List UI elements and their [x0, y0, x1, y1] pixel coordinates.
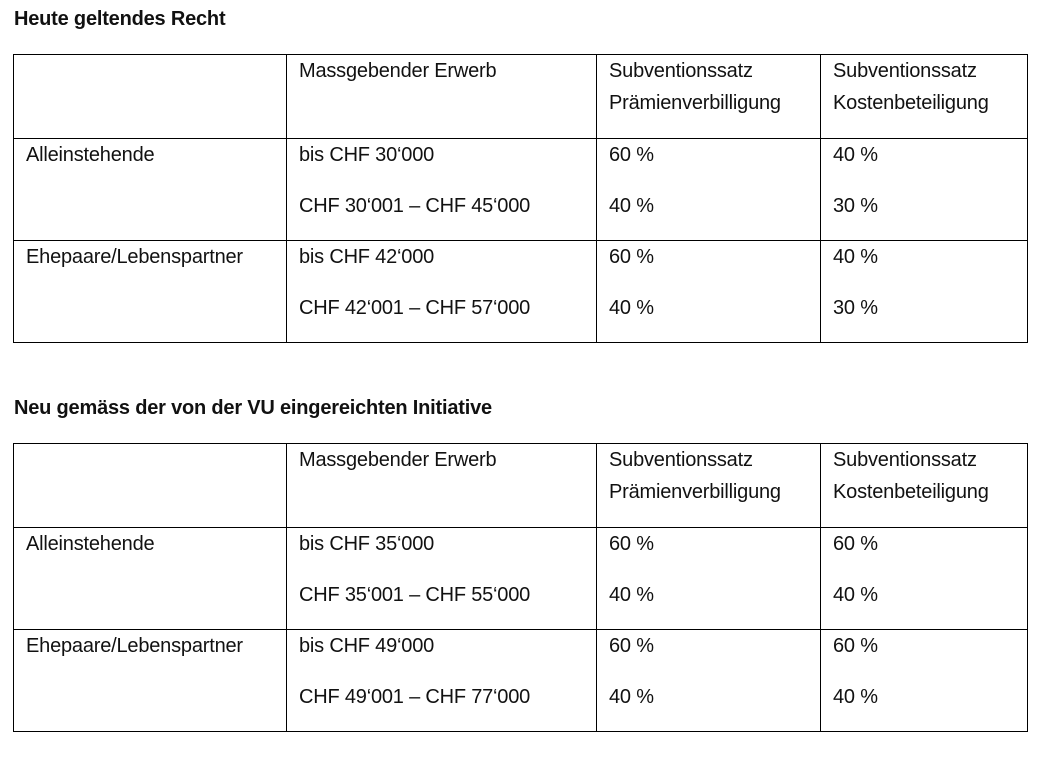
table-initiative — [13, 443, 1028, 732]
header-premium-line2: Prämienverbilligung — [609, 92, 781, 114]
income-value: bis CHF 42‘000 — [299, 246, 435, 268]
section-title-current-law: Heute geltendes Recht — [14, 8, 226, 30]
section-title-initiative: Neu gemäss der von der VU eingereichten Initiative — [14, 397, 492, 419]
premium-rate-cell — [597, 630, 821, 732]
premium-rate-value: 60 % — [609, 144, 654, 166]
income-cell — [287, 630, 597, 732]
header-cost-line1: Subventionssatz — [833, 60, 977, 82]
group-label-cell — [14, 139, 287, 241]
table-row-group-singles — [14, 528, 1028, 630]
group-label-cell — [14, 630, 287, 732]
cost-rate-value: 30 % — [833, 195, 878, 217]
header-cost-line2: Kostenbeteiligung — [833, 92, 989, 114]
group-label: Alleinstehende — [26, 533, 155, 555]
group-label: Ehepaare/Lebenspartner — [26, 635, 243, 657]
cost-rate-cell — [821, 139, 1028, 241]
premium-rate-value: 40 % — [609, 686, 654, 708]
cost-rate-value: 40 % — [833, 686, 878, 708]
cost-rate-cell — [821, 528, 1028, 630]
group-label-cell — [14, 241, 287, 343]
premium-rate-cell — [597, 139, 821, 241]
income-cell — [287, 139, 597, 241]
income-cell — [287, 528, 597, 630]
premium-rate-value: 60 % — [609, 635, 654, 657]
header-cell-premium-rate — [597, 444, 821, 528]
cost-rate-value: 40 % — [833, 584, 878, 606]
premium-rate-value: 40 % — [609, 297, 654, 319]
table-row-group-couples — [14, 241, 1028, 343]
header-cell-cost-rate — [821, 444, 1028, 528]
table-current-law — [13, 54, 1028, 343]
income-value: CHF 42‘001 – CHF 57‘000 — [299, 297, 531, 319]
premium-rate-value: 60 % — [609, 246, 654, 268]
income-cell — [287, 241, 597, 343]
cost-rate-cell — [821, 241, 1028, 343]
table-row-group-couples — [14, 630, 1028, 732]
group-label-cell — [14, 528, 287, 630]
header-income-label: Massgebender Erwerb — [299, 449, 497, 471]
premium-rate-value: 40 % — [609, 195, 654, 217]
income-value: CHF 49‘001 – CHF 77‘000 — [299, 686, 531, 708]
header-cost-line1: Subventionssatz — [833, 449, 977, 471]
income-value: CHF 35‘001 – CHF 55‘000 — [299, 584, 531, 606]
cost-rate-value: 30 % — [833, 297, 878, 319]
income-value: bis CHF 30‘000 — [299, 144, 435, 166]
premium-rate-value: 60 % — [609, 533, 654, 555]
header-cell-cost-rate — [821, 55, 1028, 139]
cost-rate-value: 40 % — [833, 144, 878, 166]
header-cost-line2: Kostenbeteiligung — [833, 481, 989, 503]
header-premium-line1: Subventionssatz — [609, 60, 753, 82]
premium-rate-cell — [597, 241, 821, 343]
income-value: bis CHF 49‘000 — [299, 635, 435, 657]
premium-rate-cell — [597, 528, 821, 630]
income-value: CHF 30‘001 – CHF 45‘000 — [299, 195, 531, 217]
header-premium-line1: Subventionssatz — [609, 449, 753, 471]
group-label: Ehepaare/Lebenspartner — [26, 246, 243, 268]
table-header-row — [14, 55, 1028, 139]
cost-rate-value: 40 % — [833, 246, 878, 268]
header-premium-line2: Prämienverbilligung — [609, 481, 781, 503]
cost-rate-value: 60 % — [833, 533, 878, 555]
cost-rate-cell — [821, 630, 1028, 732]
table-row-group-singles — [14, 139, 1028, 241]
premium-rate-value: 40 % — [609, 584, 654, 606]
cost-rate-value: 60 % — [833, 635, 878, 657]
group-label: Alleinstehende — [26, 144, 155, 166]
header-income-label: Massgebender Erwerb — [299, 60, 497, 82]
table-header-row — [14, 444, 1028, 528]
header-cell-premium-rate — [597, 55, 821, 139]
header-cell-income — [287, 444, 597, 528]
header-cell-empty — [14, 444, 287, 528]
income-value: bis CHF 35‘000 — [299, 533, 435, 555]
header-cell-income — [287, 55, 597, 139]
header-cell-empty — [14, 55, 287, 139]
